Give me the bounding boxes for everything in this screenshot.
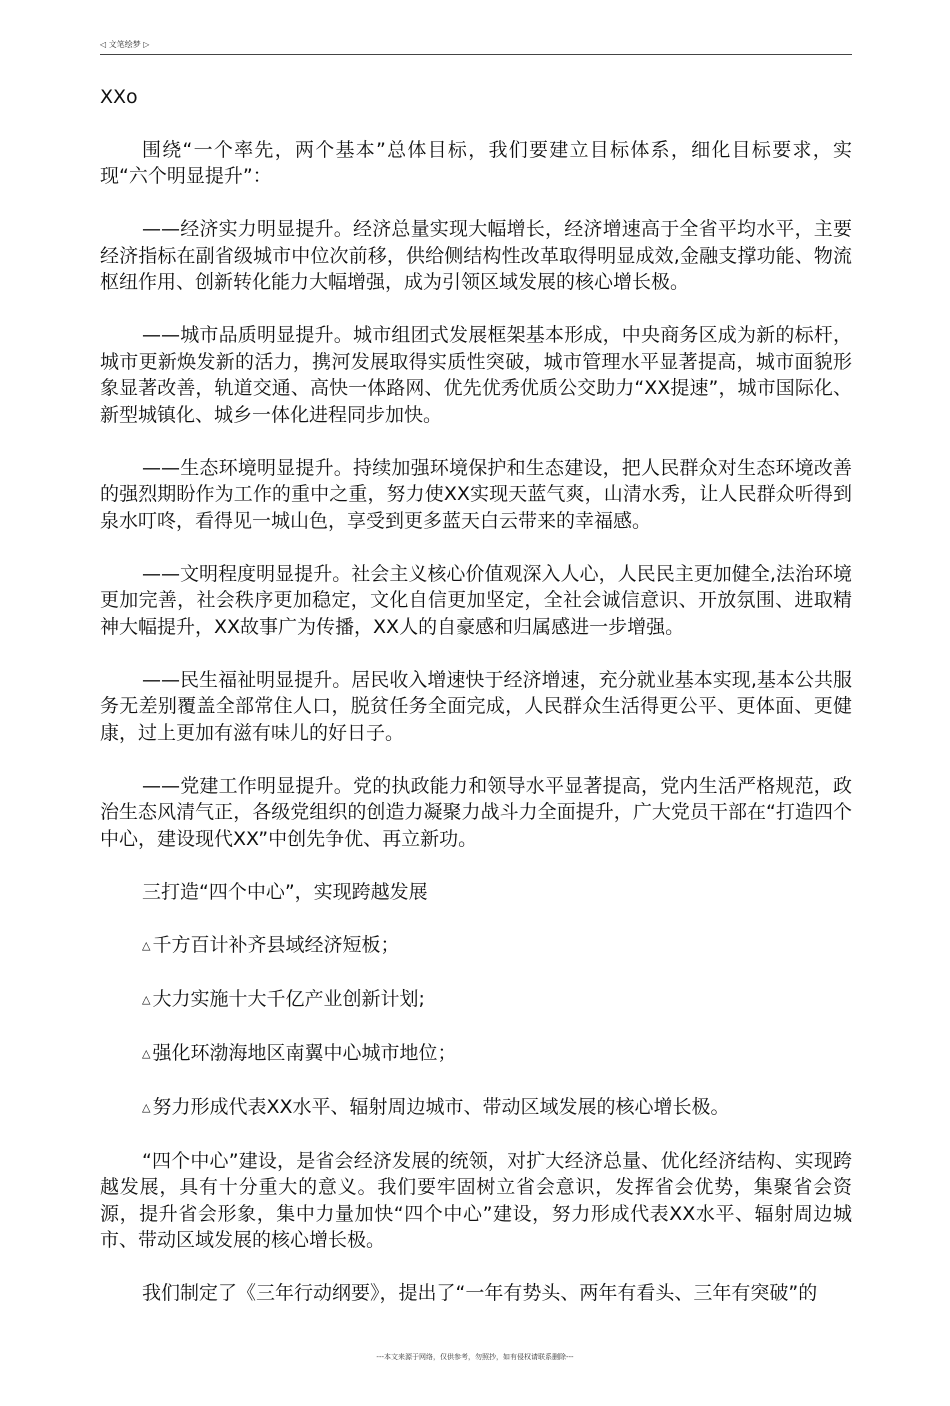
paragraph-livelihood: ——民生福祉明显提升。居民收入增速快于经济增速，充分就业基本实现,基本公共服务无差别覆盖全部常住人口，脱贫任务全面完成，人民群众生活得更公平、更体面、更健康，过上更加有滋有味儿的好日子。: [100, 668, 852, 744]
left-triangle-icon: ◁: [100, 40, 107, 49]
paragraph-goal-intro: 围绕“一个率先，两个基本”总体目标，我们要建立目标体系，细化目标要求，实现“六个明显提升”：: [100, 138, 852, 187]
list-item-text: 努力形成代表XX水平、辐射周边城市、带动区域发展的核心增长极。: [152, 1095, 730, 1118]
paragraph-civilization: ——文明程度明显提升。社会主义核心价值观深入人心，人民民主更加健全,法治环境更加完善，社会秩序更加稳定，文化自信更加坚定，全社会诚信意识、开放氛围、进取精神大幅提升，XX故事广为传播，XX人的自豪感和归属感进一步增强。: [100, 562, 852, 638]
page-header: [100, 38, 852, 55]
triangle-bullet-icon: △: [142, 992, 151, 1006]
paragraph-city-quality: ——城市品质明显提升。城市组团式发展框架基本形成，中央商务区成为新的标杆，城市更新焕发新的活力，携河发展取得实质性突破，城市管理水平显著提高，城市面貌形象显著改善，轨道交通、高快一体路网、优先优秀优质公交助力“XX提速”，城市国际化、新型城镇化、城乡一体化进程同步加快。: [100, 324, 852, 426]
section-heading: 三打造“四个中心”，实现跨越发展: [142, 880, 428, 903]
page-footer: ---本文来源于网络，仅供参考，勿照抄，如有侵权请联系删除---: [376, 1353, 574, 1361]
list-item: [100, 932, 852, 960]
list-item-text: 千方百计补齐县域经济短板；: [152, 933, 400, 956]
triangle-bullet-icon: △: [142, 1100, 151, 1114]
paragraph-economy: ——经济实力明显提升。经济总量实现大幅增长，经济增速高于全省平均水平，主要经济指标在副省级城市中位次前移，供给侧结构性改革取得明显成效,金融支撑功能、物流枢纽作用、创新转化能力大幅增强，成为引领区域发展的核心增长极。: [100, 218, 852, 293]
paragraph-four-centers: “四个中心”建设，是省会经济发展的统领，对扩大经济总量、优化经济结构、实现跨越发展，具有十分重大的意义。我们要牢固树立省会意识，发挥省会优势，集聚省会资源，提升省会形象，集中力量加快“四个中心”建设，努力形成代表XX水平、辐射周边城市、带动区域发展的核心增长极。: [100, 1149, 852, 1251]
list-item: [100, 986, 852, 1014]
triangle-bullet-icon: △: [142, 938, 151, 952]
list-item: [100, 1094, 852, 1122]
paragraph-action-plan: 我们制定了《三年行动纲要》，提出了“一年有势头、两年有看头、三年有突破”的: [142, 1282, 818, 1304]
list-item: [100, 1040, 852, 1068]
right-triangle-icon: ▷: [143, 40, 150, 49]
document-body: [100, 84, 852, 1307]
paragraph-ecology: ——生态环境明显提升。持续加强环境保护和生态建设，把人民群众对生态环境改善的强烈期盼作为工作的重中之重，努力使XX实现天蓝气爽，山清水秀，让人民群众听得到泉水叮咚，看得见一城山色，享受到更多蓝天白云带来的幸福感。: [100, 456, 852, 532]
list-item-text: 大力实施十大千亿产业创新计划;: [152, 987, 425, 1010]
paragraph-fragment: XXo: [100, 86, 138, 108]
triangle-bullet-icon: △: [142, 1046, 151, 1060]
paragraph-party-building: ——党建工作明显提升。党的执政能力和领导水平显著提高，党内生活严格规范，政治生态风清气正，各级党组织的创造力凝聚力战斗力全面提升，广大党员干部在“打造四个中心，建设现代XX”中创先争优、再立新功。: [100, 774, 852, 850]
list-item-text: 强化环渤海地区南翼中心城市地位；: [152, 1041, 457, 1064]
header-title: 文笔绘梦: [108, 40, 141, 49]
